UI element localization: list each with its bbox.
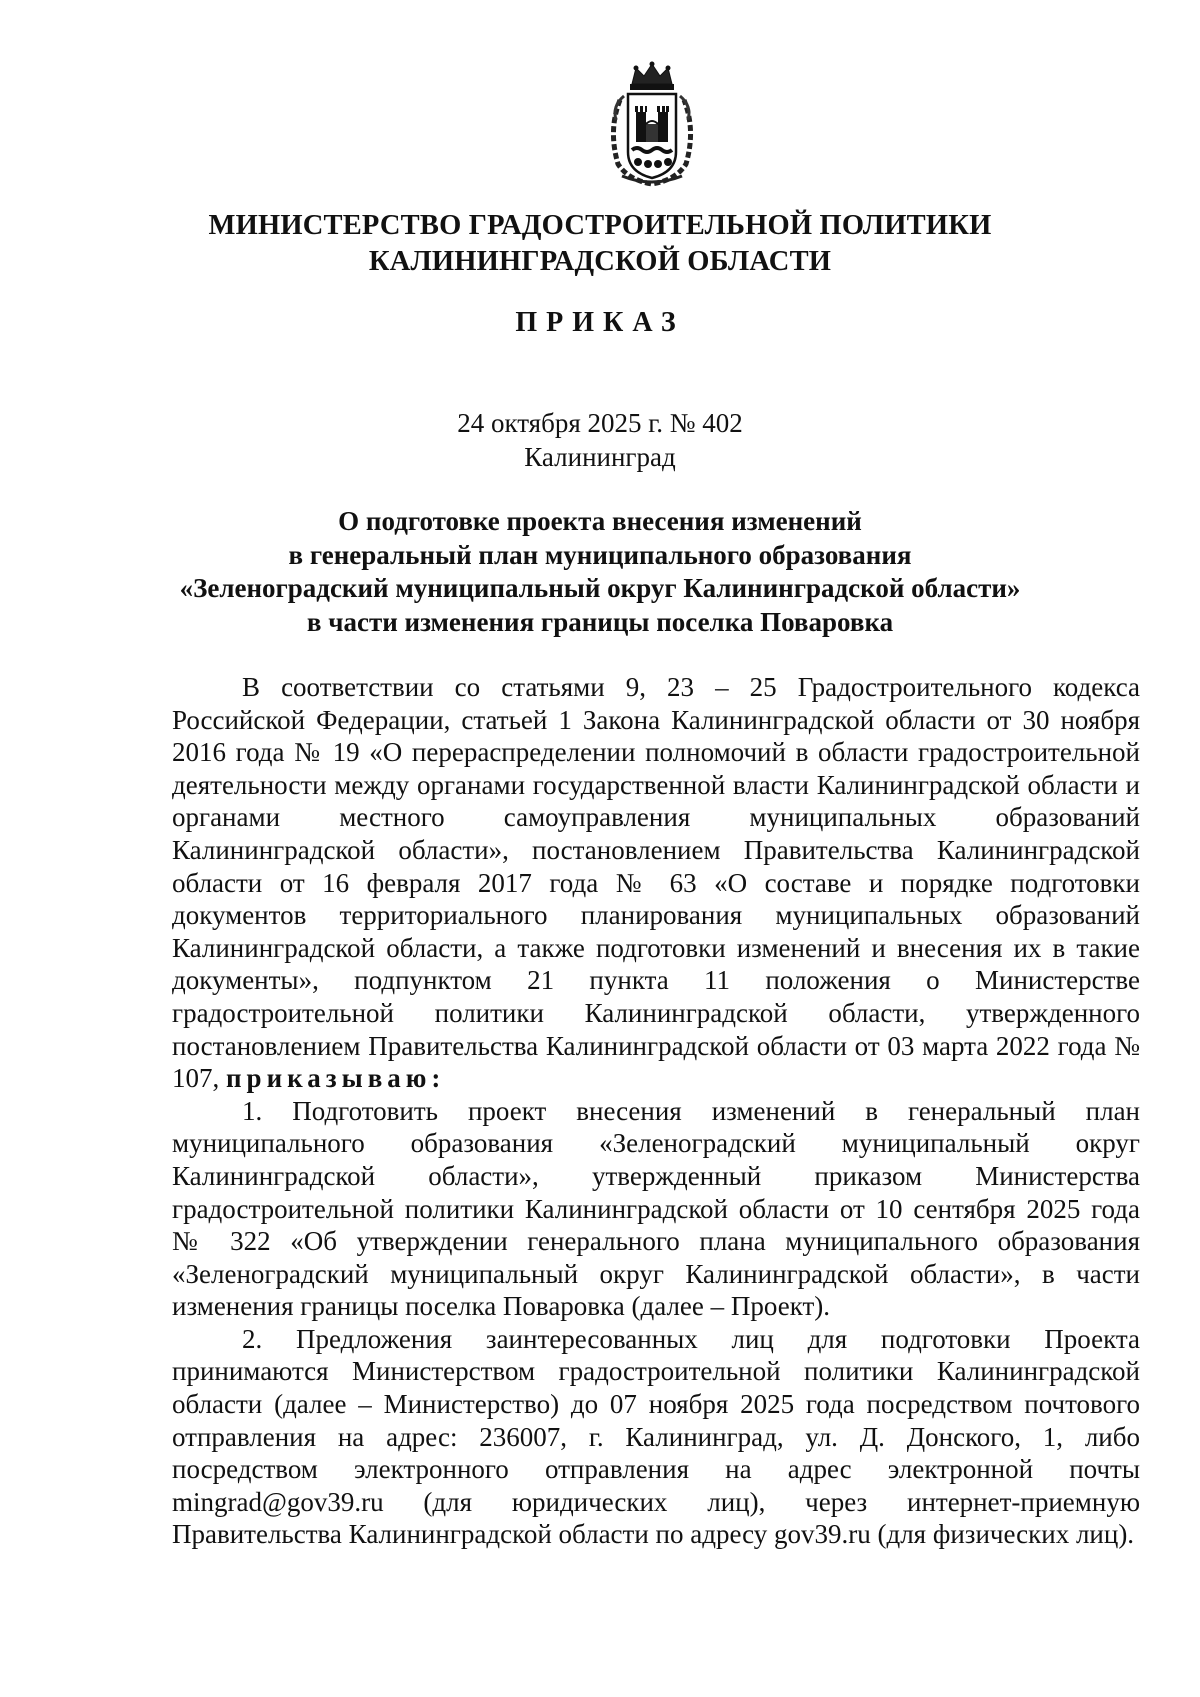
coat-of-arms-icon xyxy=(602,60,702,188)
document-body xyxy=(172,671,1140,1551)
date-and-number: 24 октября 2025 г. № 402 xyxy=(457,408,743,438)
ministry-name-line1: МИНИСТЕРСТВО ГРАДОСТРОИТЕЛЬНОЙ ПОЛИТИКИ xyxy=(208,210,992,241)
city: Калининград xyxy=(524,442,676,472)
ministry-name xyxy=(0,208,1200,280)
document-subject xyxy=(0,505,1200,639)
subject-line1: О подготовке проекта внесения изменений xyxy=(338,506,862,536)
subject-line3: «Зеленоградский муниципальный округ Калининградской области» xyxy=(179,573,1021,603)
preamble-text: В соответствии со статьями 9, 23 – 25 Градостроительного кодекса Российской Федерации, статьей 1 Закона Калининградской области от 30 ноября 2016 года № 19 «О перераспределении полномочий в области градостроительной деятельности между органами государственной власти Калининградской области и органами местного самоуправления муниципальных образований Калининградской области», постановлением Правительства Калининградской области от 16 февраля 2017 года № 63 «О составе и порядке подготовки документов территориального планирования муниципальных образований Калининградской области, а также подготовки изменений и внесения их в такие документы», подпунктом 21 пункта 11 положения о Министерстве градостроительной политики Калининградской области, утвержденного постановлением Правительства Калининградской области от 03 марта 2022 года № 107, xyxy=(172,672,1140,1094)
ministry-name-line2: КАЛИНИНГРАДСКОЙ ОБЛАСТИ xyxy=(368,246,832,277)
item-2-paragraph: 2. Предложения заинтересованных лиц для подготовки Проекта принимаются Министерством градостроительной политики Калининградской области (далее – Министерство) до 07 ноября 2025 года посредством почтового отправления на адрес: 236007, г. Калининград, ул. Д. Донского, 1, либо посредством электронного отправления на адрес электронной почты mingrad@gov39.ru (для юридических лиц), через интернет-приемную Правительства Калининградской области по адресу gov39.ru (для физических лиц). xyxy=(172,1323,1140,1550)
item-1-paragraph: 1. Подготовить проект внесения изменений в генеральный план муниципального образования «Зеленоградский муниципальный округ Калининградской области», утвержденный приказом Министерства градостроительной политики Калининградской области от 10 сентября 2025 года № 322 «Об утверждении генерального плана муниципального образования «Зеленоградский муниципальный округ Калининградской области», в части изменения границы поселка Поваровка (далее – Проект). xyxy=(172,1095,1140,1322)
order-word: приказываю: xyxy=(226,1063,446,1094)
document-type: ПРИКАЗ xyxy=(515,307,685,338)
subject-line4: в части изменения границы поселка Поваровка xyxy=(306,606,894,637)
subject-line2: в генеральный план муниципального образования xyxy=(288,539,912,570)
preamble-paragraph xyxy=(172,671,1140,1095)
